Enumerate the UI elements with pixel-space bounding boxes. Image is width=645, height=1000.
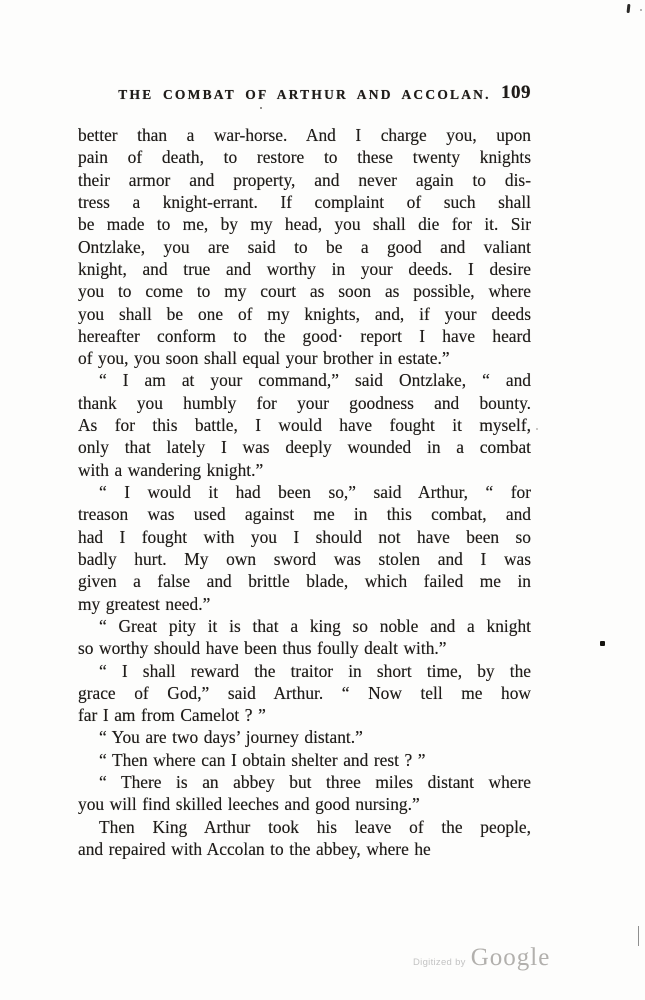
text-line: Then King Arthur took his leave of the people, — [99, 816, 531, 837]
text-line: far I am from Camelot ? ” — [78, 705, 266, 726]
text-line: badly hurt. My own sword was stolen and I was — [78, 548, 531, 569]
text-line: treason was used against me in this combat, and — [78, 504, 531, 525]
ink-speck — [627, 4, 631, 13]
text-line: and repaired with Accolan to the abbey, where he — [78, 839, 431, 859]
text-line: my greatest need.” — [78, 593, 211, 614]
text-line: thank you humbly for your goodness and bounty. — [78, 392, 531, 413]
text-line: “ I am at your command,” said Ontzlake, “ and — [99, 370, 531, 391]
text-line: As for this battle, I would have fought it myself, — [78, 415, 531, 436]
watermark-digitized-label: Digitized by — [413, 957, 466, 968]
text-line: better than a war-horse. And I charge you, upon — [78, 125, 531, 145]
text-line: “ Great pity it is that a king so noble and a knight — [99, 615, 531, 636]
text-line: “ There is an abbey but three miles distant where — [99, 772, 531, 793]
text-line: “ Then where can I obtain shelter and rest ? ” — [99, 749, 426, 770]
text-line: be made to me, by my head, you shall die for it. Sir — [78, 214, 531, 235]
text-line: tress a knight-errant. If complaint of such shall — [78, 191, 531, 212]
text-line: with a wandering knight.” — [78, 459, 264, 480]
watermark — [413, 944, 550, 972]
text-line: of you, you soon shall equal your brother in estate.” — [78, 348, 450, 369]
text-line: only that lately I was deeply wounded in a combat — [78, 437, 531, 458]
text-line: their armor and property, and never again to dis- — [78, 169, 531, 190]
ink-speck — [260, 107, 262, 109]
text-line: “ I shall reward the traitor in short time, by the — [99, 660, 531, 681]
google-logo: Google — [470, 944, 551, 971]
page-number: 109 — [501, 82, 531, 103]
text-line: so worthy should have been thus foully dealt with.” — [78, 638, 447, 659]
text-line: Ontzlake, you are said to be a good and valiant — [78, 236, 531, 257]
text-line: grace of God,” said Arthur. “ Now tell me how — [78, 682, 531, 703]
text-line: knight, and true and worthy in your deeds. I desire — [78, 258, 531, 279]
running-header — [78, 84, 531, 106]
page-text — [78, 124, 531, 860]
text-line: you shall be one of my knights, and, if your deeds — [78, 303, 531, 324]
text-line: “ You are two days’ journey distant.” — [99, 727, 363, 748]
text-line: you to come to my court as soon as possible, where — [78, 281, 531, 302]
text-line: you will find skilled leeches and good nursing.” — [78, 794, 420, 815]
text-line: pain of death, to restore to these twenty knights — [78, 147, 531, 168]
ink-speck — [536, 428, 538, 430]
text-line: had I fought with you I should not have been so — [78, 526, 531, 547]
ink-speck — [600, 641, 605, 646]
text-line: “ I would it had been so,” said Arthur, “ for — [99, 482, 531, 502]
scan-edge-mark — [638, 926, 639, 946]
text-line: given a false and brittle blade, which failed me in — [78, 571, 531, 592]
ink-speck — [640, 9, 642, 11]
running-head-title: THE COMBAT OF ARTHUR AND ACCOLAN. — [118, 87, 491, 102]
text-line: hereafter conform to the good· report I have heard — [78, 325, 531, 346]
